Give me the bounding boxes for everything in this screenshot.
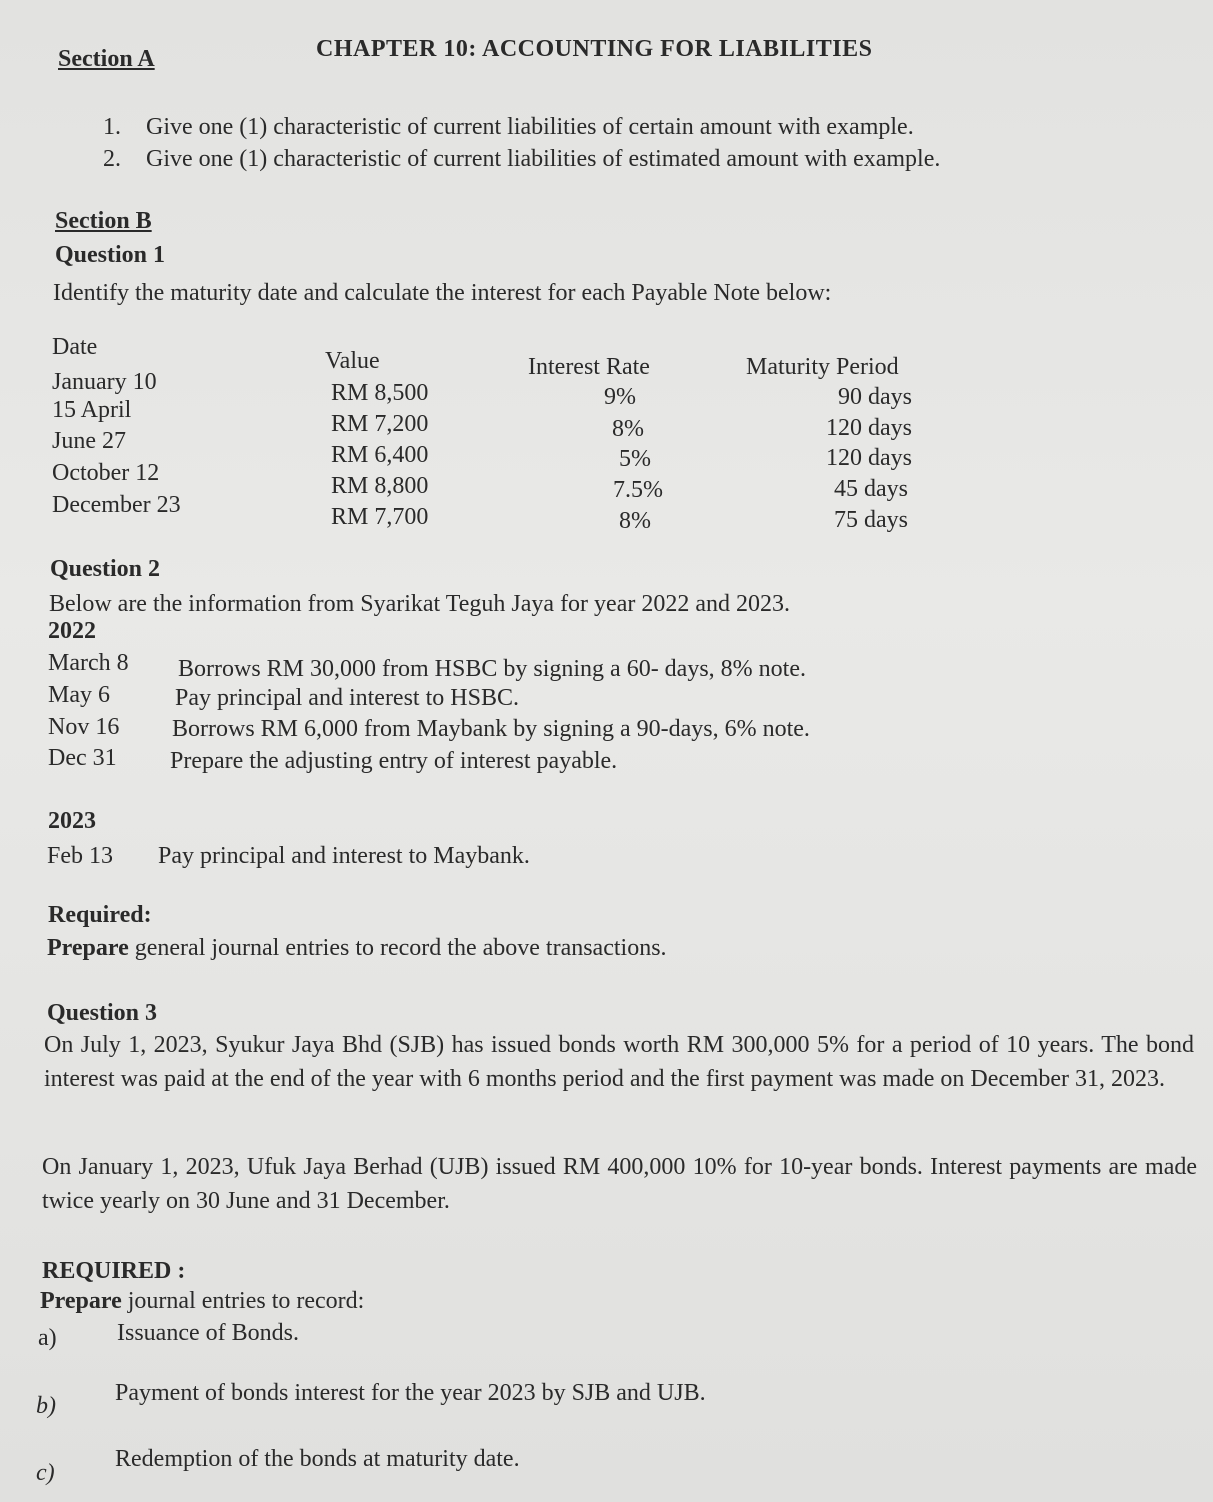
section-b-label: Section B — [55, 208, 152, 234]
section-a-item-2-text: Give one (1) characteristic of current liabilities of estimated amount with example. — [146, 146, 941, 172]
section-a-label: Section A — [58, 46, 155, 72]
row-date: 15 April — [52, 397, 132, 423]
q3-item-label: b) — [36, 1393, 56, 1419]
row-date: October 12 — [52, 460, 160, 486]
question-2-title: Question 2 — [50, 556, 161, 582]
col-header-value: Value — [325, 348, 380, 374]
col-header-period: Maturity Period — [746, 354, 899, 380]
row-rate: 8% — [612, 416, 644, 442]
row-rate: 7.5% — [613, 477, 663, 503]
q3-prepare-rest: journal entries to record: — [121, 1288, 365, 1314]
q3-paragraph-1: On July 1, 2023, Syukur Jaya Bhd (SJB) has issued bonds worth RM 300,000 5% for a period of 10 years. The bond interest was paid at the end of the year with 6 months period and the first payment was made on December 31, 2023. — [44, 1032, 1194, 1092]
event-date: Feb 13 — [47, 843, 113, 869]
question-1-title: Question 1 — [55, 242, 166, 268]
year-2023: 2023 — [48, 808, 96, 834]
row-period: 120 days — [826, 415, 912, 441]
q2-required-bold: Prepare — [47, 935, 129, 961]
row-date: January 10 — [52, 369, 157, 395]
row-rate: 5% — [619, 446, 651, 472]
event-date: Dec 31 — [48, 745, 117, 771]
row-period: 120 days — [826, 445, 912, 471]
row-rate: 9% — [604, 384, 636, 410]
row-value: RM 8,800 — [331, 473, 429, 499]
row-value: RM 8,500 — [331, 380, 429, 406]
year-2022: 2022 — [48, 618, 96, 644]
q3-item-label: a) — [38, 1325, 57, 1351]
section-a-item-1-num: 1. — [103, 114, 121, 140]
event-date: May 6 — [48, 682, 110, 708]
question-3-title: Question 3 — [47, 1000, 158, 1026]
event-text: Pay principal and interest to Maybank. — [158, 843, 530, 869]
row-date: December 23 — [52, 492, 181, 518]
col-header-date: Date — [52, 334, 98, 360]
row-value: RM 7,200 — [331, 411, 429, 437]
q3-prepare-bold: Prepare — [40, 1288, 122, 1314]
section-a-item-2-num: 2. — [103, 146, 121, 172]
row-rate: 8% — [619, 508, 651, 534]
question-2-intro: Below are the information from Syarikat Teguh Jaya for year 2022 and 2023. — [49, 591, 790, 617]
event-date: March 8 — [48, 650, 129, 676]
q2-required-text — [47, 935, 667, 962]
row-period: 75 days — [834, 507, 908, 533]
q2-required-label: Required: — [48, 902, 152, 928]
q3-item-text: Issuance of Bonds. — [117, 1320, 299, 1346]
section-a-item-1-text: Give one (1) characteristic of current liabilities of certain amount with example. — [146, 114, 914, 140]
event-text: Borrows RM 30,000 from HSBC by signing a 60- days, 8% note. — [178, 656, 806, 682]
event-text: Pay principal and interest to HSBC. — [175, 685, 519, 711]
row-value: RM 6,400 — [331, 442, 429, 468]
row-date: June 27 — [52, 428, 126, 454]
q3-item-label: c) — [36, 1460, 55, 1486]
q3-paragraph-2: On January 1, 2023, Ufuk Jaya Berhad (UJB) issued RM 400,000 10% for 10-year bonds. Interest payments are made twice yearly on 30 June and 31 December. — [42, 1154, 1197, 1214]
question-1-instruction: Identify the maturity date and calculate the interest for each Payable Note below: — [53, 280, 832, 306]
row-period: 45 days — [834, 476, 908, 502]
event-text: Prepare the adjusting entry of interest payable. — [170, 748, 618, 774]
chapter-title: CHAPTER 10: ACCOUNTING FOR LIABILITIES — [316, 36, 873, 62]
q3-item-text: Redemption of the bonds at maturity date. — [115, 1446, 520, 1472]
row-period: 90 days — [838, 384, 912, 410]
q3-item-text: Payment of bonds interest for the year 2023 by SJB and UJB. — [115, 1380, 706, 1406]
col-header-rate: Interest Rate — [528, 354, 650, 380]
row-value: RM 7,700 — [331, 504, 429, 530]
event-date: Nov 16 — [48, 714, 120, 740]
q2-required-rest: general journal entries to record the above transactions. — [128, 935, 667, 961]
q3-required-label: REQUIRED : — [42, 1258, 186, 1284]
event-text: Borrows RM 6,000 from Maybank by signing a 90-days, 6% note. — [172, 716, 810, 742]
q3-prepare-text — [40, 1288, 364, 1315]
